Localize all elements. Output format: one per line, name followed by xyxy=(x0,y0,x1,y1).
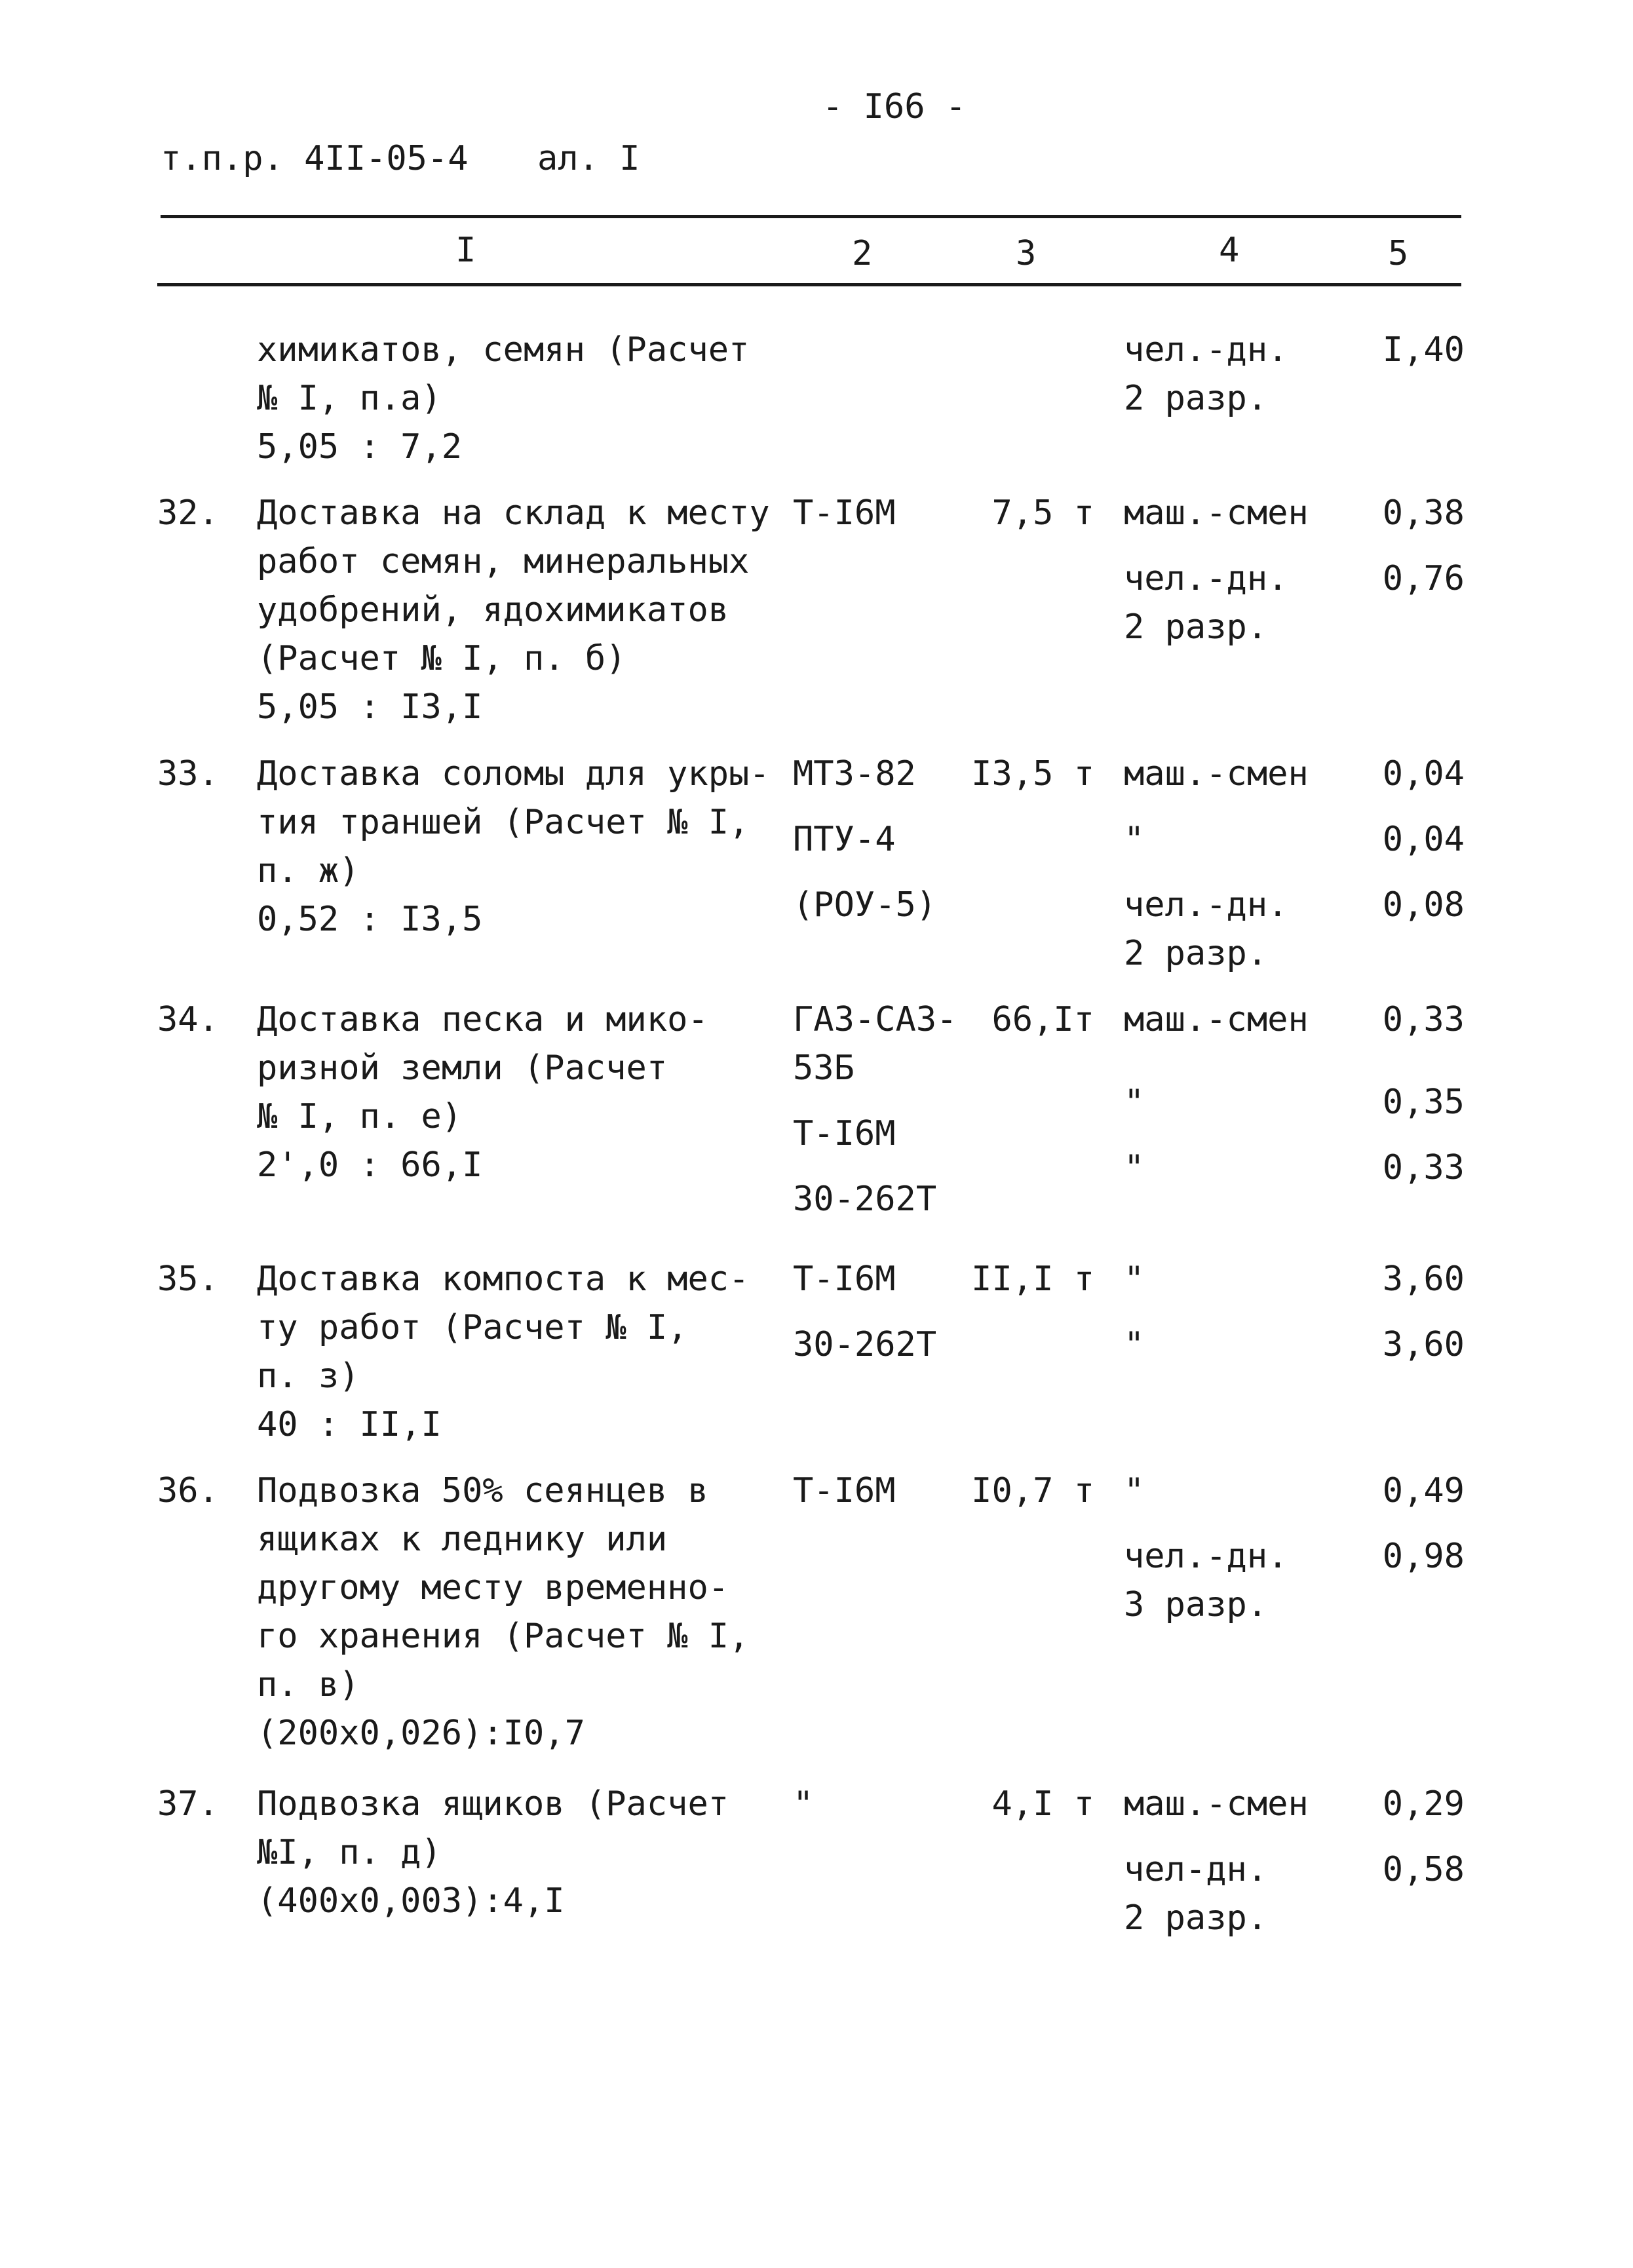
description-line: ризной земли (Расчет xyxy=(257,1048,668,1088)
description-line: п. ж) xyxy=(257,851,360,891)
row-unit-line: 3 разр. xyxy=(1124,1585,1268,1624)
row-value xyxy=(1337,1467,1465,1581)
row-value-line: 0,38 xyxy=(1382,493,1465,533)
description-line: Подвозка ящиков (Расчет xyxy=(257,1784,729,1824)
row-number: 35. xyxy=(157,1259,219,1299)
row-description xyxy=(257,489,781,731)
description-line: Подвозка 50% сеянцев в xyxy=(257,1471,708,1510)
row-machine-line: " xyxy=(793,1784,814,1824)
row-machine xyxy=(793,1255,936,1369)
row-machine-line: Т-I6М xyxy=(793,1259,896,1299)
row-unit xyxy=(1124,995,1309,1192)
row-description xyxy=(257,1780,781,1925)
column-header-5: 5 xyxy=(1388,234,1409,273)
row-value-line: 0,04 xyxy=(1382,754,1465,794)
row-value-line: 0,33 xyxy=(1382,1148,1465,1187)
row-number: 33. xyxy=(157,754,219,794)
row-unit-line: маш.-смен xyxy=(1124,754,1309,794)
description-line: п. з) xyxy=(257,1356,360,1396)
description-line: Доставка на склад к месту xyxy=(257,493,770,533)
row-unit xyxy=(1124,1780,1309,1942)
row-machine-line: 30-262Т xyxy=(793,1180,937,1219)
row-capacity: I0,7 т xyxy=(971,1471,1094,1510)
row-unit xyxy=(1124,489,1309,651)
row-unit-line: 2 разр. xyxy=(1124,934,1268,973)
album-label: ал. I xyxy=(537,139,640,178)
description-line: работ семян, минеральных xyxy=(257,542,750,581)
description-line: 5,05 : I3,I xyxy=(257,687,483,727)
description-line: 5,05 : 7,2 xyxy=(257,427,463,467)
row-capacity: I3,5 т xyxy=(971,754,1094,794)
row-value-line: 0,49 xyxy=(1382,1471,1465,1510)
row-number: 34. xyxy=(157,1000,219,1039)
row-machine-line: ГАЗ-САЗ- xyxy=(793,1000,957,1039)
row-number: 36. xyxy=(157,1471,219,1510)
row-description xyxy=(257,1467,781,1758)
description-line: Доставка компоста к мес- xyxy=(257,1259,750,1299)
row-machine-line: МТЗ-82 xyxy=(793,754,916,794)
row-machine-line: Т-I6М xyxy=(793,493,896,533)
description-line: № I, п. е) xyxy=(257,1097,463,1136)
row-unit-line: " xyxy=(1124,1259,1145,1299)
row-unit-line: чел-дн. xyxy=(1124,1850,1268,1889)
row-machine xyxy=(793,995,957,1223)
row-value-line: 3,60 xyxy=(1382,1325,1465,1364)
row-unit-line: чел.-дн. xyxy=(1124,885,1288,925)
row-unit-line: маш.-смен xyxy=(1124,493,1309,533)
row-description xyxy=(257,326,781,471)
row-number: 32. xyxy=(157,493,219,533)
description-line: Доставка песка и мико- xyxy=(257,1000,708,1039)
row-unit-line: " xyxy=(1124,1083,1145,1122)
row-unit-line: " xyxy=(1124,1148,1145,1187)
row-value-line: 0,08 xyxy=(1382,885,1465,925)
description-line: 0,52 : I3,5 xyxy=(257,900,483,939)
description-line: тия траншей (Расчет № I, xyxy=(257,803,750,842)
row-machine xyxy=(793,1467,896,1515)
column-header-4: 4 xyxy=(1219,231,1240,270)
header-bottom-rule xyxy=(157,283,1461,286)
row-unit-line: 2 разр. xyxy=(1124,607,1268,647)
row-number: 37. xyxy=(157,1784,219,1824)
row-value-line: 3,60 xyxy=(1382,1259,1465,1299)
column-header-1: I xyxy=(455,231,476,270)
description-line: 40 : II,I xyxy=(257,1405,442,1444)
row-value-line: 0,76 xyxy=(1382,559,1465,598)
row-unit-line: " xyxy=(1124,820,1145,859)
row-unit-line: " xyxy=(1124,1471,1145,1510)
row-machine xyxy=(793,750,936,929)
row-capacity: II,I т xyxy=(971,1259,1094,1299)
row-value-line: 0,33 xyxy=(1382,1000,1465,1039)
document-reference: т.п.р. 4II-05-4 xyxy=(161,139,469,178)
row-value xyxy=(1337,1780,1465,1894)
row-value xyxy=(1337,1255,1465,1369)
row-unit-line: чел.-дн. xyxy=(1124,1537,1288,1576)
header-top-rule xyxy=(161,215,1461,218)
description-line: Доставка соломы для укры- xyxy=(257,754,770,794)
description-line: №I, п. д) xyxy=(257,1833,442,1872)
row-value-line: 0,04 xyxy=(1382,820,1465,859)
description-line: № I, п.а) xyxy=(257,379,442,418)
row-machine xyxy=(793,1780,813,1828)
row-unit-line: чел.-дн. xyxy=(1124,330,1288,370)
description-line: (200х0,026):I0,7 xyxy=(257,1714,585,1753)
row-machine-line: Т-I6М xyxy=(793,1114,896,1153)
description-line: п. в) xyxy=(257,1665,360,1704)
row-value-line: 0,58 xyxy=(1382,1850,1465,1889)
row-value-line: I,40 xyxy=(1382,330,1465,370)
row-unit xyxy=(1124,326,1288,423)
row-description xyxy=(257,995,781,1189)
row-unit xyxy=(1124,1467,1288,1629)
row-value xyxy=(1337,326,1465,374)
page-number: - I66 - xyxy=(822,87,967,126)
description-line: 2',0 : 66,I xyxy=(257,1145,483,1185)
row-unit-line: 2 разр. xyxy=(1124,1898,1268,1938)
description-line: химикатов, семян (Расчет xyxy=(257,330,750,370)
row-value-line: 0,29 xyxy=(1382,1784,1465,1824)
row-unit-line: 2 разр. xyxy=(1124,379,1268,418)
description-line: го хранения (Расчет № I, xyxy=(257,1617,750,1656)
row-capacity: 66,Iт xyxy=(991,1000,1094,1039)
row-value xyxy=(1337,489,1465,603)
column-header-3: 3 xyxy=(1016,234,1037,273)
row-unit xyxy=(1124,1255,1144,1369)
description-line: ящиках к леднику или xyxy=(257,1520,668,1559)
row-capacity: 7,5 т xyxy=(991,493,1094,533)
description-line: (400х0,003):4,I xyxy=(257,1881,565,1921)
description-line: другому месту временно- xyxy=(257,1568,729,1607)
row-unit-line: " xyxy=(1124,1325,1145,1364)
row-capacity: 4,I т xyxy=(991,1784,1094,1824)
description-line: ту работ (Расчет № I, xyxy=(257,1308,688,1347)
row-description xyxy=(257,750,781,944)
row-value xyxy=(1337,995,1465,1192)
row-machine-line: Т-I6М xyxy=(793,1471,896,1510)
row-machine xyxy=(793,489,896,537)
row-machine-line: (РОУ-5) xyxy=(793,885,937,925)
row-machine-line: 53Б xyxy=(793,1048,855,1088)
row-unit xyxy=(1124,750,1309,978)
row-value xyxy=(1337,750,1465,929)
row-unit-line: маш.-смен xyxy=(1124,1000,1309,1039)
description-line: (Расчет № I, п. б) xyxy=(257,639,626,678)
column-header-2: 2 xyxy=(852,234,873,273)
row-machine-line: 30-262Т xyxy=(793,1325,937,1364)
description-line: удобрений, ядохимикатов xyxy=(257,590,729,630)
row-unit-line: чел.-дн. xyxy=(1124,559,1288,598)
row-value-line: 0,98 xyxy=(1382,1537,1465,1576)
row-machine-line: ПТУ-4 xyxy=(793,820,896,859)
row-description xyxy=(257,1255,781,1449)
row-value-line: 0,35 xyxy=(1382,1083,1465,1122)
row-unit-line: маш.-смен xyxy=(1124,1784,1309,1824)
